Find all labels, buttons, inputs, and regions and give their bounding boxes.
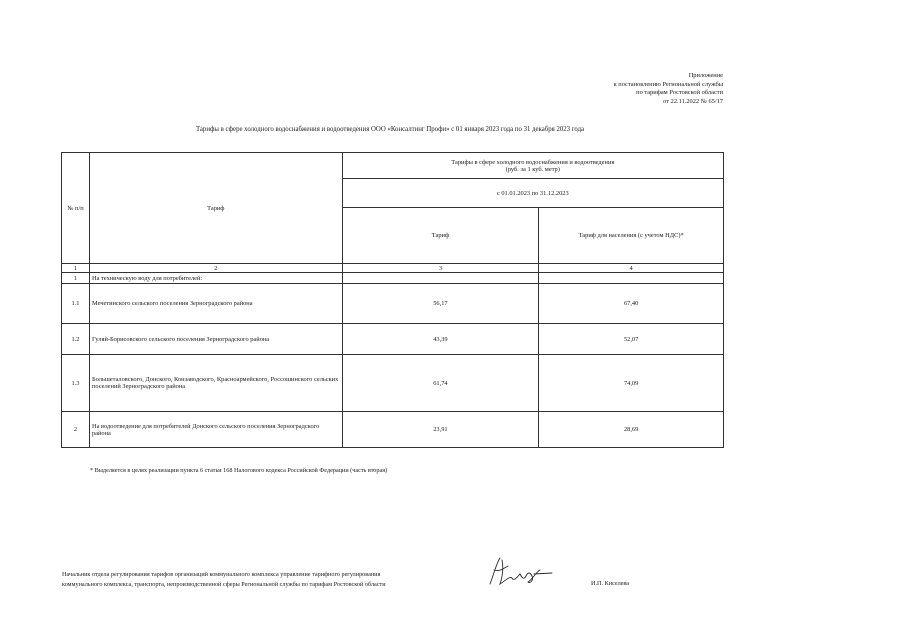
header-col-population: Тариф для населения (с учетом НДС)* xyxy=(539,208,724,264)
row-population: 67,40 xyxy=(539,284,724,324)
table-row xyxy=(62,355,724,412)
header-group-line-2: (руб. за 1 куб. метр) xyxy=(505,165,560,173)
row-name: Гуляй-Борисовского сельского поселения Зерноградского района xyxy=(89,324,342,355)
header-col-tariff: Тариф xyxy=(342,208,539,264)
row-tariff: 23,91 xyxy=(342,412,539,448)
row-num: 1.1 xyxy=(62,284,90,324)
header-num: № п/п xyxy=(62,153,90,264)
header-group-line-1: Тарифы в сфере холодного водоснабжения и водоотведения xyxy=(451,158,615,166)
appendix-line-1: Приложение xyxy=(688,72,723,79)
table-row xyxy=(62,284,724,324)
row-tariff: 61,74 xyxy=(342,355,539,412)
index-cell: 1 xyxy=(62,264,90,273)
row-num: 1.2 xyxy=(62,324,90,355)
appendix-line-3: по тарифам Ростовской области xyxy=(636,89,723,97)
signatory-name: И.П. Киселева xyxy=(591,580,630,587)
row-population: 28,69 xyxy=(539,412,724,448)
table-row xyxy=(62,324,724,355)
row-num: 2 xyxy=(62,412,90,448)
row-tariff xyxy=(342,273,539,284)
row-tariff: 43,39 xyxy=(342,324,539,355)
handwritten-signature xyxy=(484,550,554,592)
index-cell: 2 xyxy=(89,264,342,273)
row-name: Большеталовского, Донского, Конзаводского, Красноармейского, Россошинского сельских поселений Зерноградского района xyxy=(89,355,342,412)
appendix-line-2: к постановлению Региональной службы xyxy=(613,80,723,88)
row-num: 1.3 xyxy=(62,355,90,412)
table-row xyxy=(62,412,724,448)
row-num: 1 xyxy=(62,273,90,284)
row-name: Мечетинского сельского поселения Зерноградского района xyxy=(89,284,342,324)
index-cell: 4 xyxy=(539,264,724,273)
footnote: * Выделяется в целях реализации пункта 6 статьи 168 Налогового кодекса Российской Федерации (часть вторая) xyxy=(90,467,388,474)
row-population: 74,09 xyxy=(539,355,724,412)
appendix-line-4: от 22.11.2022 № 65/17 xyxy=(663,97,723,105)
header-tariff: Тариф xyxy=(89,153,342,264)
header-group xyxy=(342,153,723,179)
table-row xyxy=(62,273,724,284)
tariff-table xyxy=(61,152,724,448)
index-row xyxy=(62,264,724,273)
row-tariff: 56,17 xyxy=(342,284,539,324)
row-name: На водоотведение для потребителей Донского сельского поселения Зерноградского района xyxy=(89,412,342,448)
signatory-position xyxy=(62,570,462,590)
row-population xyxy=(539,273,724,284)
appendix-header xyxy=(614,72,723,106)
header-period: с 01.01.2023 по 31.12.2023 xyxy=(342,179,723,208)
index-cell: 3 xyxy=(342,264,539,273)
row-population: 52,07 xyxy=(539,324,724,355)
row-name: На техническую воду для потребителей: xyxy=(89,273,342,284)
signatory-position-line-1: Начальник отдела регулирования тарифов организаций коммунального комплекса управление тарифного регулирования xyxy=(62,571,381,578)
document-title: Тарифы в сфере холодного водоснабжения и водоотведения ООО «Консалтинг Профи» с 01 января 2023 года по 31 декабря 2023 года xyxy=(195,126,585,133)
signatory-position-line-2: коммунального комплекса, транспорта, непроизводственной сферы Региональной службы по тарифам Ростовской области xyxy=(62,581,386,588)
